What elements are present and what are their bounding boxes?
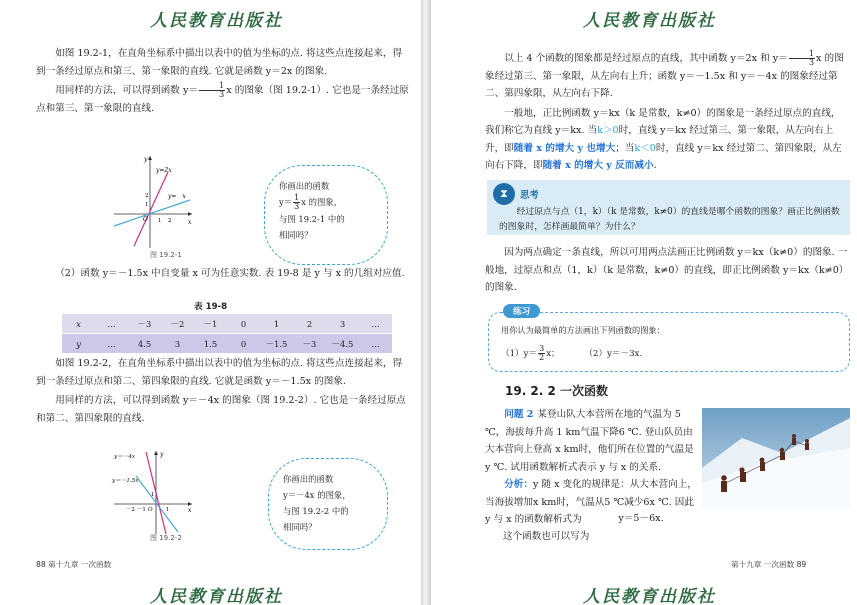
- publisher-logo-top-left: 人民教育出版社: [150, 11, 283, 31]
- graph-19-2-1: [110, 152, 196, 252]
- origin-label: O: [143, 216, 148, 223]
- left-paragraph-2: 用同样的方法，可以得到函数 y＝ $\frac{1}{3}$ x 的图象（图 19.2-1）. 它也是一条经过原点和第三、第一象限的直线.: [36, 81, 409, 114]
- label-y-third-x: y= x: [168, 193, 186, 200]
- hourglass-icon: ⧗: [493, 183, 515, 205]
- formula: y＝5－6x.: [618, 513, 664, 524]
- left-paragraph-3: （2）函数 y＝－1.5x 中自变量 x 可为任意实数. 表 19-8 是 y 与 x 的几组对应值.: [55, 268, 405, 279]
- right-last-line: 这个函数也可以写为: [503, 531, 590, 542]
- left-page: [0, 0, 421, 605]
- y-axis-arrow: [148, 156, 152, 160]
- value-table-19-8: [62, 314, 392, 353]
- y-tick-2: 2: [145, 193, 149, 199]
- origin-label: O: [148, 507, 153, 513]
- thought-cloud-2: 你画出的函数 y＝－4x 的图象， 与图 19.2-2 中的 相同吗？: [268, 458, 388, 550]
- line-y-third-x: [114, 200, 190, 226]
- think-label: 思考: [520, 190, 539, 201]
- left-paragraph-5: 用同样的方法，可以得到函数 y＝－4x 的图象（图 19.2-2）. 它也是一条经过原点和第二、第四象限的直线.: [36, 395, 406, 424]
- right-footer: 第十九章 一次函数 89: [731, 560, 807, 569]
- exercise-question: 用你认为最简单的方法画出下列函数的图象：: [501, 325, 665, 335]
- table-caption: 表 19-8: [194, 302, 228, 312]
- x-tick-2: 2: [168, 218, 172, 224]
- right-paragraph-2: 一般地，正比例函数 y＝kx（k 是常数，k≠0）的图象是一条经过原点的直线，我们称它为直线 y＝kx. 当k＞0时，直线 y＝kx 经过第三、第一象限，从左向右上升，即随着 x 的增大 y 也增大；当k＜0时，直线 y＝kx 经过第二、第四象限，从左向右下降，即随着 x 的增大 y 反而减小.: [485, 107, 842, 171]
- thought-cloud-1: 你画出的函数 y＝ $\frac{1}{3}$ x 的图象， 与图 19.2-1 中的 相同吗？: [264, 165, 388, 265]
- x-axis-arrow: [188, 502, 192, 506]
- problem-2: 问题 2 某登山队大本营所在地的气温为 5 ℃，海拔每升高 1 km气温下降6 ℃. 登山队员由大本营向上登高 x km时，他们所在位置的气温是 y ℃. 试用函数解析式表示 y 与 x 的关系. 分析：y 随 x 变化的规律是：从大本营向上，当海拔增加x km时，气温从5 ℃减少6x ℃. 因此 y 与 x 的函数解析式为: [485, 406, 697, 529]
- left-paragraph-1: 如图 19.2-1，在直角坐标系中描出以表中的值为坐标的点. 将这些点连接起来，得到一条经过原点和第三、第一象限的直线. 它就是函数 y＝2x 的图象. 用同样的方法，可以得到函数 y＝ $\frac{1}{3}$ x 的图象（图 19.2-1）. 它也是一条经过原点和第三、第一象限的直线.: [36, 45, 411, 117]
- x-axis-label: x: [188, 507, 192, 514]
- right-page: [431, 0, 857, 605]
- graph-19-2-2: [110, 448, 196, 536]
- y-tick-1: 1: [145, 202, 149, 208]
- left-paragraph-4: 如图 19.2-2，在直角坐标系中描出以表中的值为坐标的点. 将这些点连接起来，得到一条经过原点和第二、第四象限的直线. 它就是函数 y＝－1.5x 的图象. 用同样的方法，可以得到函数 y＝－4x 的图象（图 19.2-2）. 它也是一条经过原点和第二、第四象限的直线.: [36, 355, 411, 427]
- publisher-logo-bottom-right: 人民教育出版社: [583, 587, 716, 605]
- exercise-box: [488, 307, 850, 372]
- y-tick-1: 1: [151, 492, 155, 498]
- exercise-tag: 练习: [503, 304, 540, 318]
- exercise-items: （1）y＝ $\frac{3}{2}$ x； （2）y＝－3x.: [501, 344, 643, 362]
- caption-19-2-1: 图 19.2-1: [150, 251, 182, 259]
- book-gutter: [421, 0, 431, 605]
- x-axis-label: x: [188, 219, 192, 226]
- publisher-logo-bottom-left: 人民教育出版社: [150, 587, 283, 605]
- right-paragraph-3: 因为两点确定一条直线，所以可用两点法画正比例函数 y＝kx（k≠0）的图象. 一般地，过原点和点（1，k）（k 是常数，k≠0）的直线，即正比例函数 y＝kx（k≠0）的图象.: [485, 247, 849, 293]
- x-axis-arrow: [188, 212, 192, 216]
- table-row-x: x … －3 －2 －1 0 1 2 3 …: [62, 314, 392, 334]
- section-title: 19. 2. 2 一次函数: [505, 384, 609, 398]
- x-tick-neg2: －2: [126, 507, 135, 513]
- think-body: 经过原点与点（1，k）（k 是常数，k≠0）的直线是哪个函数的图象？画正比例函数的图象时，怎样画最简单？为什么？: [499, 207, 840, 232]
- label-y-neg1-5x: y＝－1.5x: [112, 478, 139, 484]
- x-tick-1: 1: [166, 507, 170, 513]
- label-y-neg4x: y＝－4x: [114, 454, 136, 460]
- y-axis-label: y: [144, 156, 148, 163]
- caption-19-2-2: 图 19.2-2: [150, 534, 182, 542]
- x-tick-neg1: －1: [137, 507, 146, 513]
- analysis: 分析：y 随 x 变化的规律是：从大本营向上，当海拔增加x km时，气温从5 ℃减少6x ℃. 因此 y 与 x 的函数解析式为: [485, 479, 697, 525]
- publisher-logo-top-right: 人民教育出版社: [583, 11, 716, 31]
- table-row-y: y … 4.5 3 1.5 0 －1.5 －3 －4.5 …: [62, 334, 392, 354]
- label-y-2x: y=2x: [156, 167, 172, 174]
- fraction: $\frac{1}{3}$: [199, 82, 225, 99]
- climbers-photo: [702, 408, 850, 509]
- left-footer: 88 第十九章 一次函数: [36, 560, 112, 569]
- y-axis-arrow: [154, 451, 158, 455]
- y-axis-label: y: [160, 451, 164, 458]
- x-tick-1: 1: [158, 218, 162, 224]
- right-paragraph-1: 以上 4 个函数的图象都是经过原点的直线，其中函数 y＝2x 和 y＝ $\frac{1}{3}$ x 的图象经过第三、第一象限，从左向右上升；函数 y＝－1.5x 和 y＝－4x 的图象经过第二、第四象限，从左向右下降. 一般地，正比例函数 y＝kx（k 是常数，k≠0）的图象是一条经过原点的直线，我们称它为直线 y＝kx. 当k＞0时，直线 y＝kx 经过第三、第一象限，从左向右上升，即随着 x 的增大 y 也增大；当k＜0时，直线 y＝kx 经过第二、第四象限，从左向右下降，即随着 x 的增大 y 反而减小.: [485, 50, 850, 175]
- think-box: [487, 180, 850, 235]
